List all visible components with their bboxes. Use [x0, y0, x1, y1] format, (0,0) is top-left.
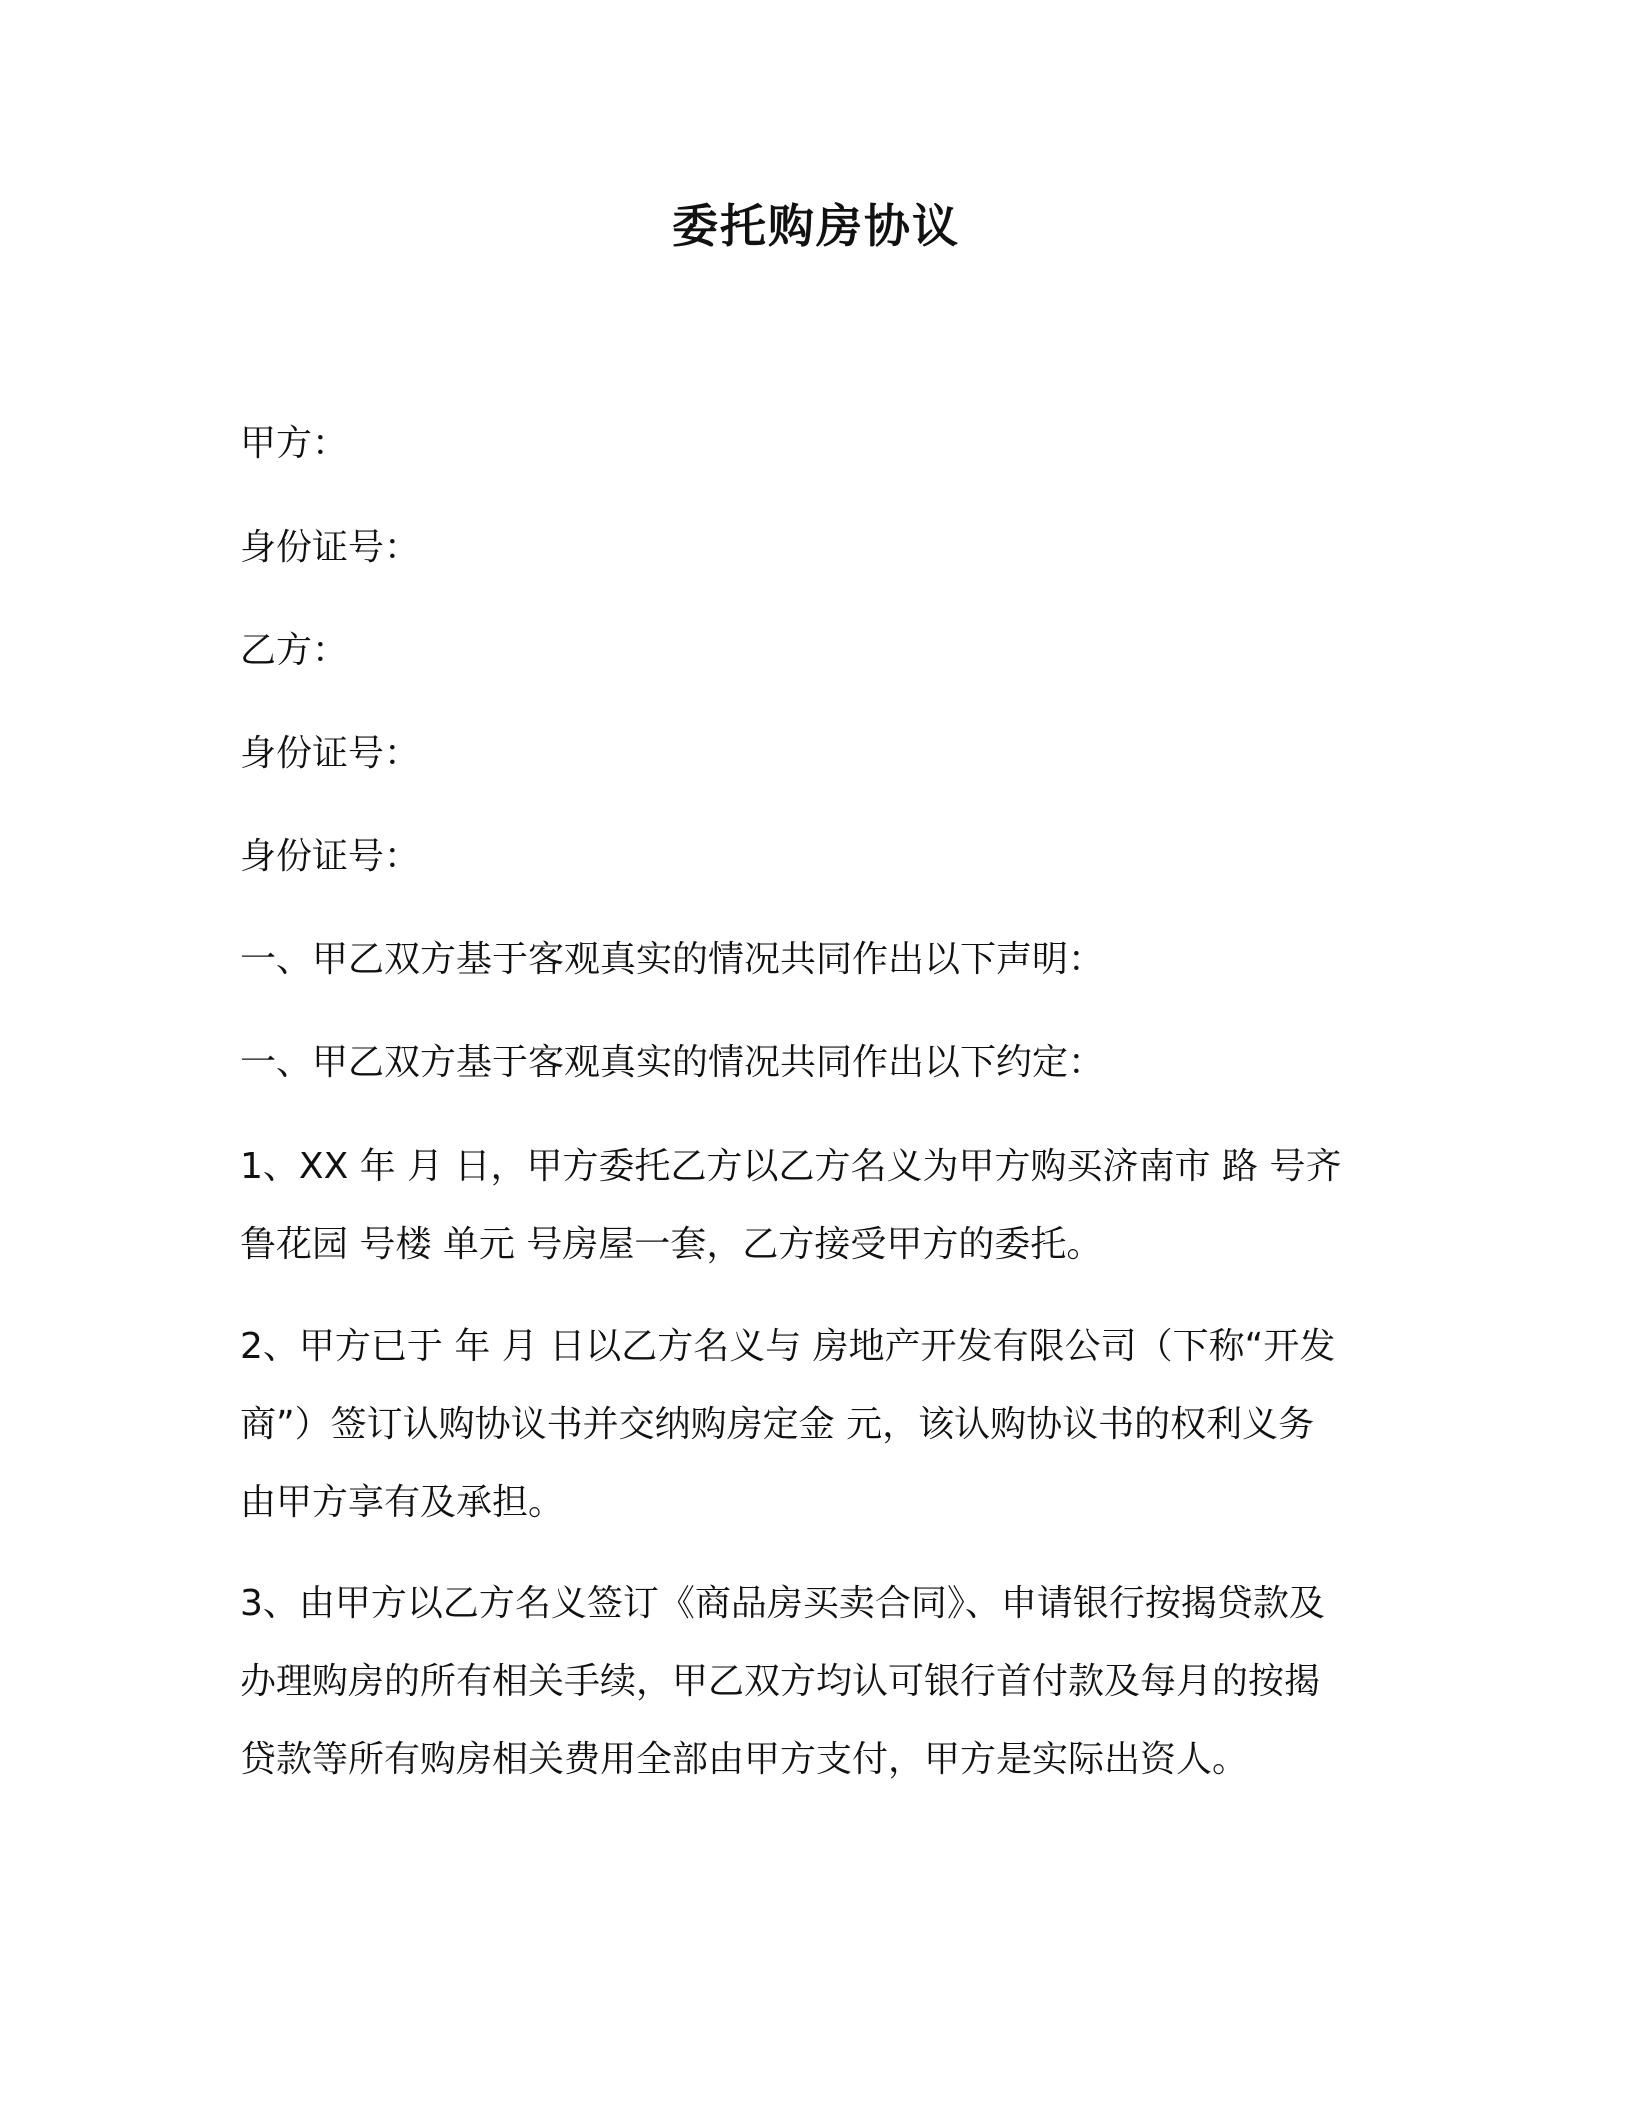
party-a-id-label: 身份证号：: [240, 527, 421, 568]
clause-3: [240, 1565, 1390, 1799]
clause-2-line-1: 2、甲方已于 年 月 日以乙方名义与 房地产开发有限公司（下称“开发: [240, 1326, 1336, 1367]
clause-1-line-2: 鲁花园 号楼 单元 号房屋一套，乙方接受甲方的委托。: [240, 1224, 1103, 1265]
party-a-label: 甲方：: [240, 423, 349, 464]
section-declaration-heading: 一、甲乙双方基于客观真实的情况共同作出以下声明：: [240, 939, 1105, 980]
section-agreement-heading: 一、甲乙双方基于客观真实的情况共同作出以下约定：: [240, 1042, 1105, 1083]
clause-1-line-1: 1、XX 年 月 日，甲方委托乙方以乙方名义为甲方购买济南市 路 号齐: [240, 1146, 1342, 1187]
clause-2-line-3: 由甲方享有及承担。: [240, 1482, 565, 1523]
clause-3-line-3: 贷款等所有购房相关费用全部由甲方支付，甲方是实际出资人。: [240, 1739, 1249, 1780]
extra-id-label: 身份证号：: [240, 836, 421, 877]
party-b-id-label: 身份证号：: [240, 733, 421, 774]
clause-1: [240, 1128, 1390, 1284]
clause-3-line-1: 3、由甲方以乙方名义签订《商品房买卖合同》、申请银行按揭贷款及: [240, 1583, 1325, 1624]
clause-3-line-2: 办理购房的所有相关手续，甲乙双方均认可银行首付款及每月的按揭: [240, 1661, 1321, 1702]
clause-2-line-2: 商”）签订认购协议书并交纳购房定金 元，该认购协议书的权利义务: [240, 1404, 1315, 1445]
document-title: 委托购房协议: [672, 199, 960, 253]
party-b-label: 乙方：: [240, 630, 349, 671]
clause-2: [240, 1308, 1390, 1542]
